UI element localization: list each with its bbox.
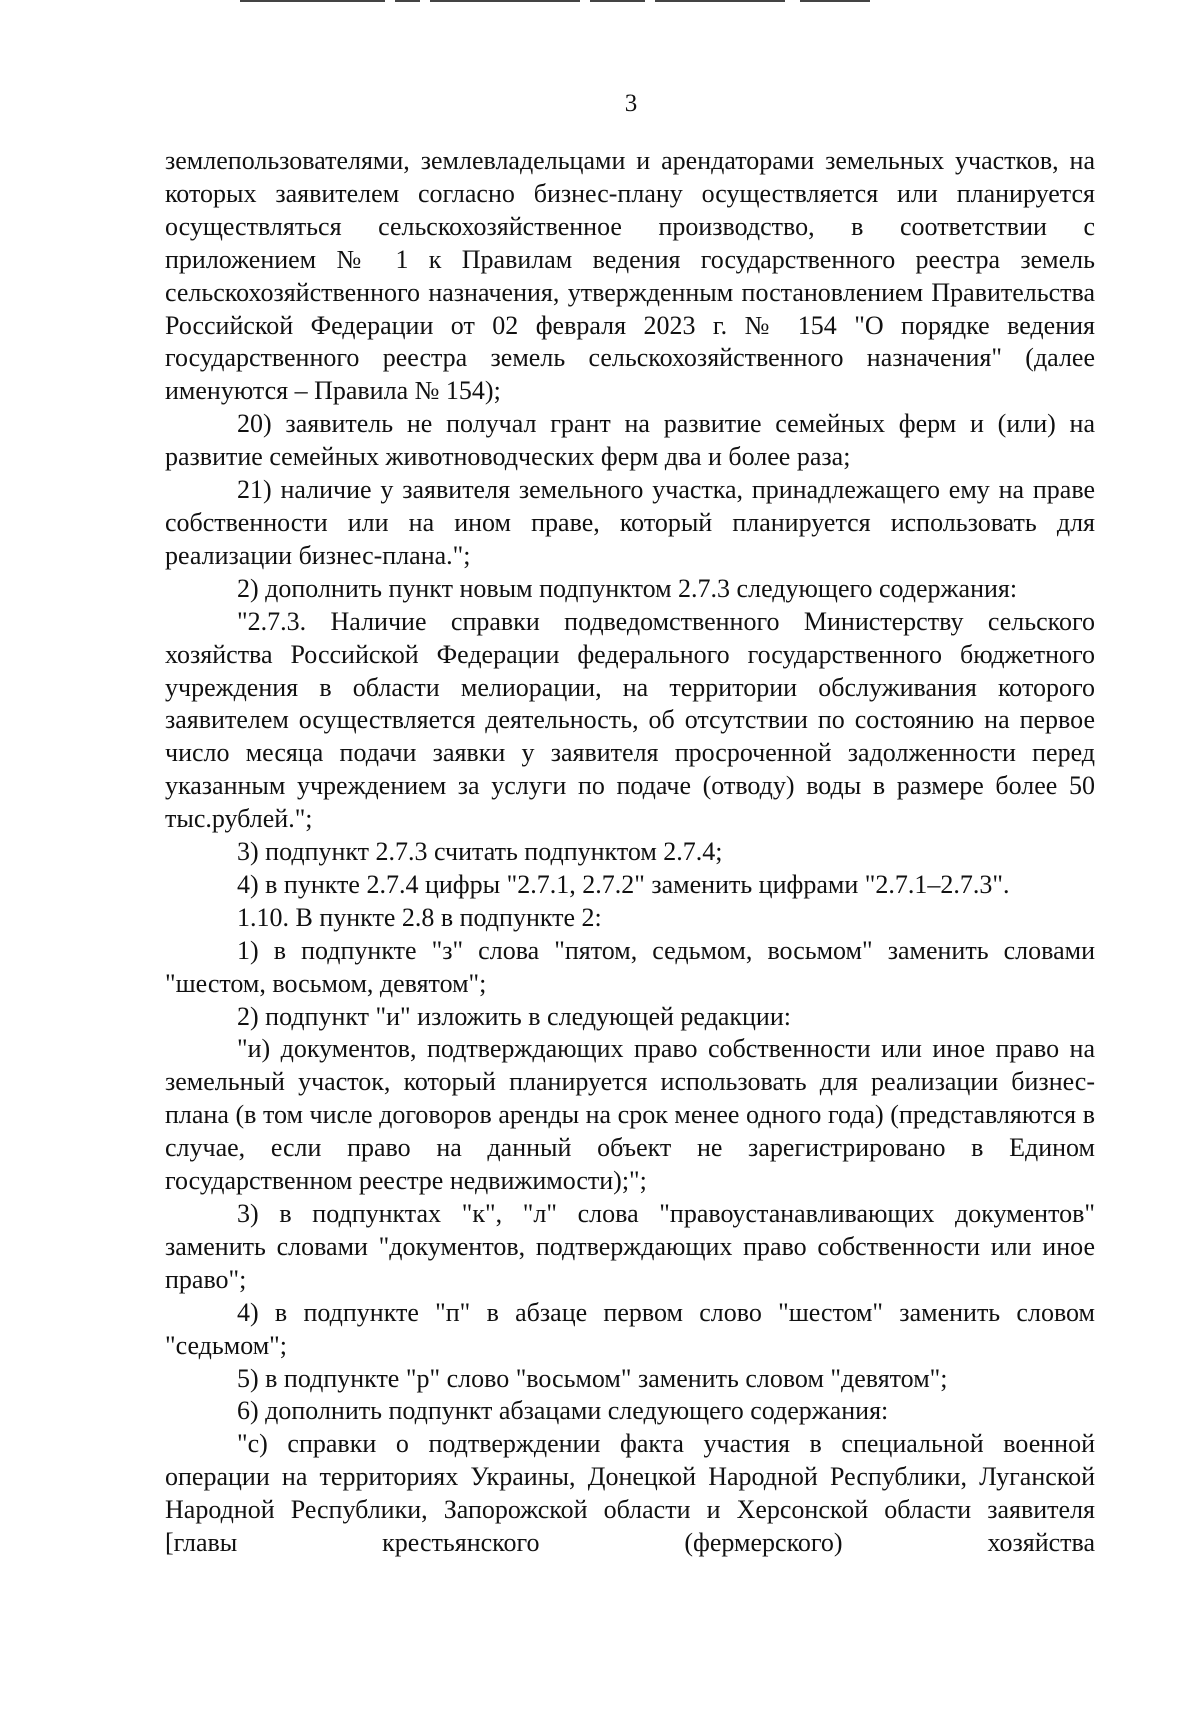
paragraph-clause-i: "и) документов, подтверждающих право собственности или иное право на земельный участок, который планируется использовать для реализации бизнес-плана (в том числе договоров аренды на срок менее одного года) (представляются в случае, если право на данный объект не зарегистрировано в Едином государственном реестре недвижимости);"; [165, 1034, 1095, 1196]
document-body [165, 145, 1095, 1560]
paragraph-subitem-4: 4) в подпункте "п" в абзаце первом слово "шестом" заменить словом "седьмом"; [165, 1297, 1095, 1360]
paragraph-subitem-5: 5) в подпункте "р" слово "восьмом" заменить словом "девятом"; [237, 1363, 948, 1393]
paragraph-section-1-10: 1.10. В пункте 2.8 в подпункте 2: [237, 902, 602, 932]
paragraph-amendment-3: 3) подпункт 2.7.3 считать подпунктом 2.7.4; [237, 837, 723, 867]
page-number: 3 [624, 90, 638, 117]
paragraph-amendment-2: 2) дополнить пункт новым подпунктом 2.7.3 следующего содержания: [237, 573, 1018, 603]
paragraph-item-21: 21) наличие у заявителя земельного участка, принадлежащего ему на праве собственности или на ином праве, который планируется использовать для реализации бизнес-плана."; [165, 475, 1095, 570]
paragraph-subitem-6: 6) дополнить подпункт абзацами следующего содержания: [237, 1396, 889, 1426]
paragraph-clause-2-7-3: "2.7.3. Наличие справки подведомственного Министерству сельского хозяйства Российской Федерации федерального государственного бюджетного учреждения в области мелиорации, на территории обслуживания которого заявителем осуществляется деятельность, об отсутствии по состоянию на первое число месяца подачи заявки у заявителя просроченной задолженности перед указанным учреждением за услуги по подаче (отводу) воды в размере более 50 тыс.рублей."; [165, 606, 1095, 834]
paragraph-subitem-1: 1) в подпункте "з" слова "пятом, седьмом, восьмом" заменить словами "шестом, восьмом, девятом"; [165, 935, 1095, 998]
paragraph-subitem-3: 3) в подпунктах "к", "л" слова "правоустанавливающих документов" заменить словами "документов, подтверждающих право собственности или иное право"; [165, 1199, 1095, 1294]
scan-edge-marks [0, 0, 1200, 4]
paragraph-amendment-4: 4) в пункте 2.7.4 цифры "2.7.1, 2.7.2" заменить цифрами "2.7.1–2.7.3". [237, 869, 1010, 899]
paragraph-subitem-2: 2) подпункт "и" изложить в следующей редакции: [237, 1001, 791, 1031]
paragraph-continuation: землепользователями, землевладельцами и арендаторами земельных участков, на которых заявителем согласно бизнес-плану осуществляется или планируется осуществляться сельскохозяйственное производство, в соответствии с приложением № 1 к Правилам ведения государственного реестра земель сельскохозяйственного назначения, утвержденным постановлением Правительства Российской Федерации от 02 февраля 2023 г. № 154 "О порядке ведения государственного реестра земель сельскохозяйственного назначения" (далее именуются – Правила № 154); [165, 146, 1095, 406]
paragraph-clause-s: "с) справки о подтверждении факта участия в специальной военной операции на территориях Украины, Донецкой Народной Республики, Луганской Народной Республики, Запорожской области и Херсонской области заявителя [главы крестьянского (фермерского) хозяйства [165, 1429, 1095, 1558]
paragraph-item-20: 20) заявитель не получал грант на развитие семейных ферм и (или) на развитие семейных животноводческих ферм два и более раза; [165, 409, 1095, 472]
